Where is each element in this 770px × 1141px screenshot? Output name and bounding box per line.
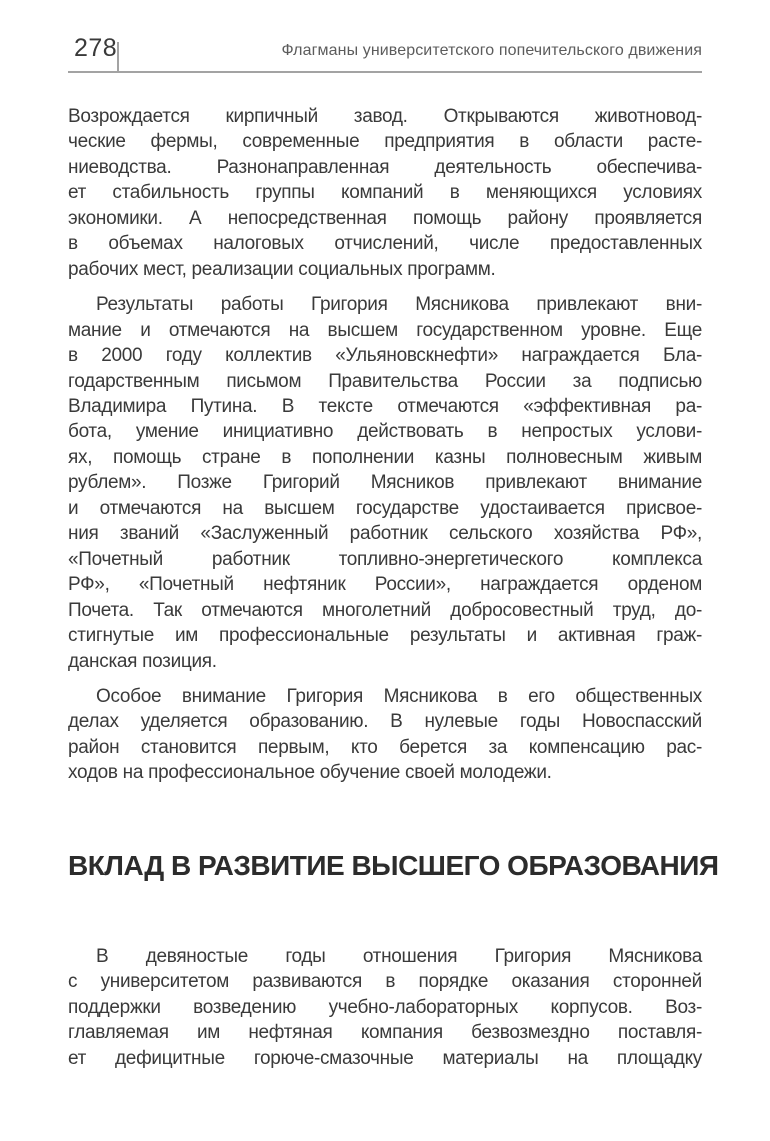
- header-divider-line: [117, 42, 119, 72]
- paragraph: [68, 104, 702, 282]
- text-line: Результаты работы Григория Мясникова привлекают вни-: [96, 294, 702, 316]
- text-line: годарственным письмом Правительства России за подписью: [68, 370, 702, 392]
- text-line: главляемая им нефтяная компания безвозмездно поставля-: [68, 1022, 702, 1044]
- paragraph-group-top: [68, 104, 702, 786]
- text-line: бота, умение инициативно действовать в непростых услови-: [68, 421, 702, 443]
- text-line: ходов на профессиональное обучение своей молодежи.: [68, 762, 552, 784]
- text-line: В девяностые годы отношения Григория Мясникова: [96, 945, 702, 967]
- paragraph: [68, 944, 702, 1071]
- text-line: район становится первым, кто берется за компенсацию рас-: [68, 736, 702, 758]
- text-line: с университетом развиваются в порядке оказания сторонней: [68, 971, 702, 993]
- text-line: Владимира Путина. В тексте отмечаются «эффективная ра-: [68, 395, 702, 417]
- section-heading: ВКЛАД В РАЗВИТИЕ ВЫСШЕГО ОБРАЗОВАНИЯ: [68, 849, 719, 881]
- text-line: РФ», «Почетный нефтяник России», награждается орденом: [68, 574, 702, 596]
- text-line: и отмечаются на высшем государстве удостаивается присвое-: [68, 497, 702, 519]
- text-line: ния званий «Заслуженный работник сельского хозяйства РФ»,: [68, 523, 702, 545]
- text-line: данская позиция.: [68, 650, 217, 672]
- text-line: «Почетный работник топливно-энергетического комплекса: [68, 548, 702, 570]
- text-line: Почета. Так отмечаются многолетний добросовестный труд, до-: [68, 599, 702, 621]
- page-body: [68, 73, 719, 1081]
- text-line: ет стабильность группы компаний в меняющихся условиях: [68, 182, 702, 204]
- text-line: в объемах налоговых отчислений, числе предоставленных: [68, 233, 702, 255]
- text-line: поддержки возведению учебно-лабораторных корпусов. Воз-: [68, 996, 702, 1018]
- paragraph: [68, 684, 702, 786]
- text-line: ях, помощь стране в пополнении казны полновесным живым: [68, 446, 702, 468]
- text-line: ческие фермы, современные предприятия в области расте-: [68, 131, 702, 153]
- text-line: ет дефицитные горюче-смазочные материалы на площадку: [68, 1047, 702, 1069]
- paragraph: [68, 292, 702, 674]
- text-line: мание и отмечаются на высшем государственном уровне. Еще: [68, 319, 702, 341]
- page-header: [0, 0, 770, 73]
- text-line: в 2000 году коллектив «Ульяновскнефти» награждается Бла-: [68, 345, 702, 367]
- text-line: экономики. А непосредственная помощь району проявляется: [68, 207, 702, 229]
- running-title: Флагманы университетского попечительского движения: [281, 42, 702, 59]
- paragraph-group-bottom: [68, 944, 702, 1071]
- text-line: Особое внимание Григория Мясникова в его общественных: [96, 685, 702, 707]
- text-line: рублем». Позже Григорий Мясников привлекают внимание: [68, 472, 702, 494]
- text-line: рабочих мест, реализации социальных программ.: [68, 258, 496, 280]
- text-line: ниеводства. Разнонаправленная деятельность обеспечива-: [68, 156, 702, 178]
- text-line: делах уделяется образованию. В нулевые годы Новоспасский: [68, 711, 702, 733]
- page-number: 278: [74, 34, 118, 62]
- text-line: стигнутые им профессиональные результаты и активная граж-: [68, 625, 702, 647]
- text-line: Возрождается кирпичный завод. Открываются животновод-: [68, 106, 702, 127]
